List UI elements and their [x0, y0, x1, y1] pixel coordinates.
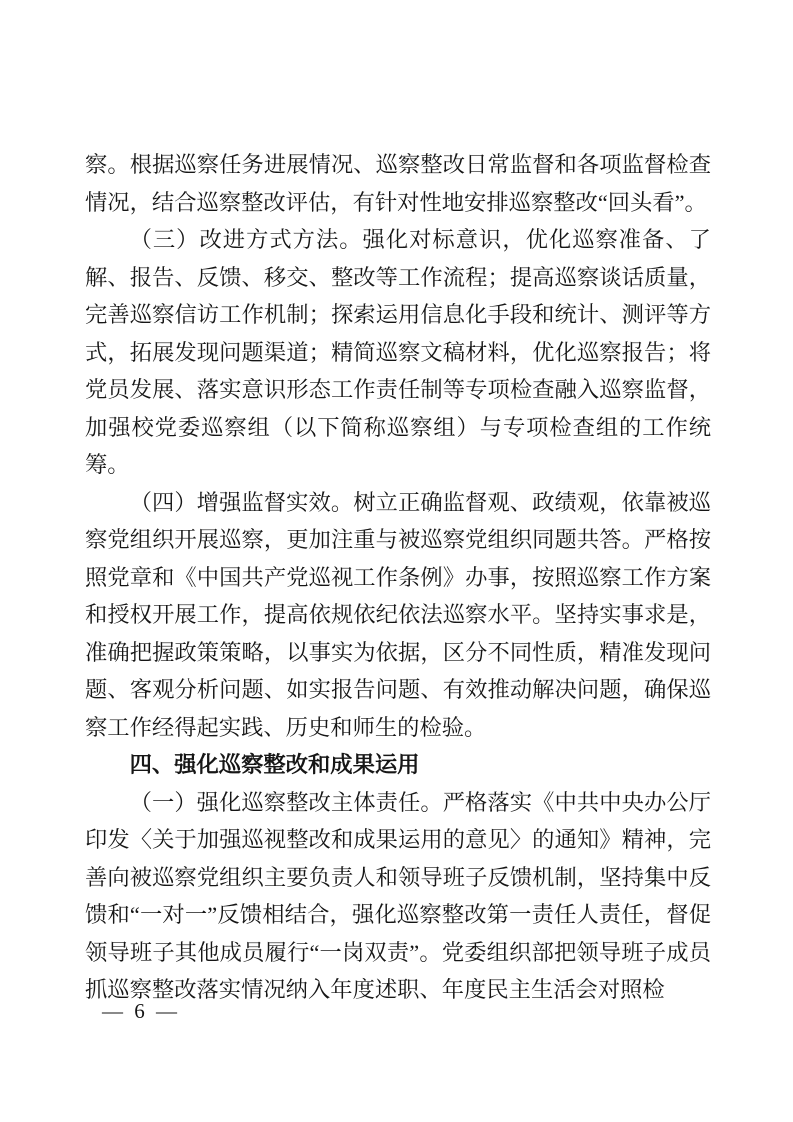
section-heading: 四、强化巡察整改和成果运用 — [129, 752, 420, 777]
paragraph-item-1 — [85, 784, 711, 1009]
paragraph-text: 察。根据巡察任务进展情况、巡察整改日常监督和各项监督检查情况，结合巡察整改评估，有针对性地安排巡察整改“回头看”。 — [85, 152, 711, 215]
page-number: — 6 — — [102, 999, 180, 1023]
paragraph-lead: （三）改进方式方法。 — [129, 227, 363, 252]
paragraph-continuation — [85, 146, 711, 221]
paragraph-item-4 — [85, 484, 711, 747]
paragraph-lead: （四）增强监督实效。 — [129, 489, 354, 515]
paragraph-text: 强化对标意识，优化巡察准备、了解、报告、反馈、移交、整改等工作流程；提高巡察谈话质量，完善巡察信访工作机制；探索运用信息化手段和统计、测评等方式，拓展发现问题渠道；精简巡察文稿材料，优化巡察报告；将党员发展、落实意识形态工作责任制等专项检查融入巡察监督，加强校党委巡察组（以下简称巡察组）与专项检查组的工作统筹。 — [85, 227, 711, 477]
paragraph-text: 严格落实《中共中央办公厅印发〈关于加强巡视整改和成果运用的意见〉的通知》精神，完善向被巡察党组织主要负责人和领导班子反馈机制，坚持集中反馈和“一对一”反馈相结合，强化巡察整改第一责任人责任，督促领导班子其他成员履行“一岗双责”。党委组织部把领导班子成员抓巡察整改落实情况纳入年度述职、年度民主生活会对照检 — [85, 789, 711, 1002]
document-body — [85, 146, 711, 1009]
paragraph-item-3 — [85, 221, 711, 484]
paragraph-lead: （一）强化巡察整改主体责任。 — [129, 789, 443, 815]
paragraph-text: 树立正确监督观、政绩观，依靠被巡察党组织开展巡察，更加注重与被巡察党组织同题共答。严格按照党章和《中国共产党巡视工作条例》办事，按照巡察工作方案和授权开展工作，提高依规依纪依法巡察水平。坚持实事求是，准确把握政策策略，以事实为依据，区分不同性质，精准发现问题、客观分析问题、如实报告问题、有效推动解决问题，确保巡察工作经得起实践、历史和师生的检验。 — [85, 489, 711, 740]
